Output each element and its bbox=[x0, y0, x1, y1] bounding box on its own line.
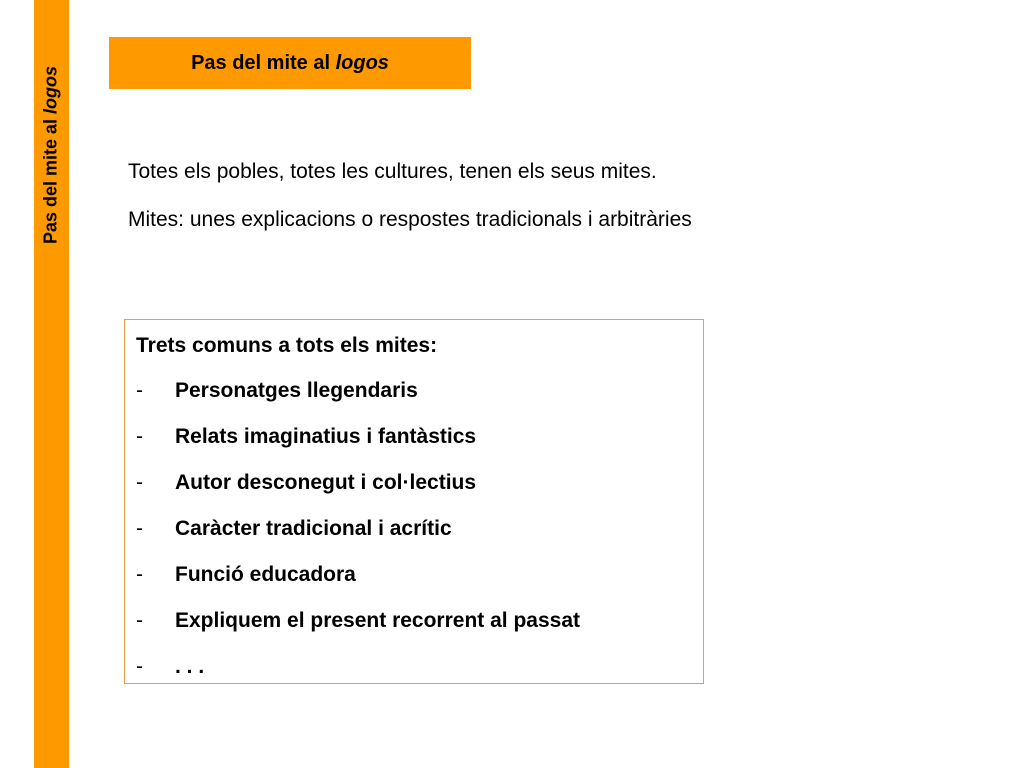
list-item bbox=[136, 598, 693, 644]
traits-list bbox=[136, 368, 693, 690]
bullet-dash: - bbox=[136, 609, 143, 632]
list-item-label: Personatges llegendaris bbox=[175, 379, 418, 402]
side-title-prefix: Pas del mite al bbox=[40, 113, 61, 245]
bullet-dash: - bbox=[136, 655, 143, 678]
intro-text bbox=[128, 148, 1008, 244]
intro-line-2: Mites: unes explicacions o respostes tradicionals i arbitràries bbox=[128, 208, 692, 231]
traits-heading: Trets comuns a tots els mites: bbox=[136, 334, 438, 357]
side-title-emphasis: logos bbox=[40, 65, 61, 114]
side-title bbox=[41, 66, 62, 244]
list-item bbox=[136, 460, 693, 506]
list-item-label: Funció educadora bbox=[175, 563, 356, 586]
bullet-dash: - bbox=[136, 563, 143, 586]
list-item bbox=[136, 368, 693, 414]
slide-title-emphasis: logos bbox=[335, 51, 389, 74]
list-item-label: Autor desconegut i col·lectius bbox=[175, 471, 477, 494]
bullet-dash: - bbox=[136, 517, 143, 540]
list-item bbox=[136, 414, 693, 460]
list-item bbox=[136, 644, 693, 690]
bullet-dash: - bbox=[136, 379, 143, 402]
list-item-label: Caràcter tradicional i acrític bbox=[175, 517, 452, 540]
list-item-label: . . . bbox=[175, 655, 205, 678]
intro-line-1: Totes els pobles, totes les cultures, tenen els seus mites. bbox=[128, 160, 657, 183]
list-item bbox=[136, 506, 693, 552]
bullet-dash: - bbox=[136, 471, 143, 494]
slide-title bbox=[109, 37, 471, 89]
list-item bbox=[136, 552, 693, 598]
list-item-label: Expliquem el present recorrent al passat bbox=[175, 609, 580, 632]
list-item-label: Relats imaginatius i fantàstics bbox=[175, 425, 477, 448]
slide-title-prefix: Pas del mite al bbox=[191, 51, 336, 74]
bullet-dash: - bbox=[136, 425, 143, 448]
traits-box bbox=[124, 319, 704, 684]
